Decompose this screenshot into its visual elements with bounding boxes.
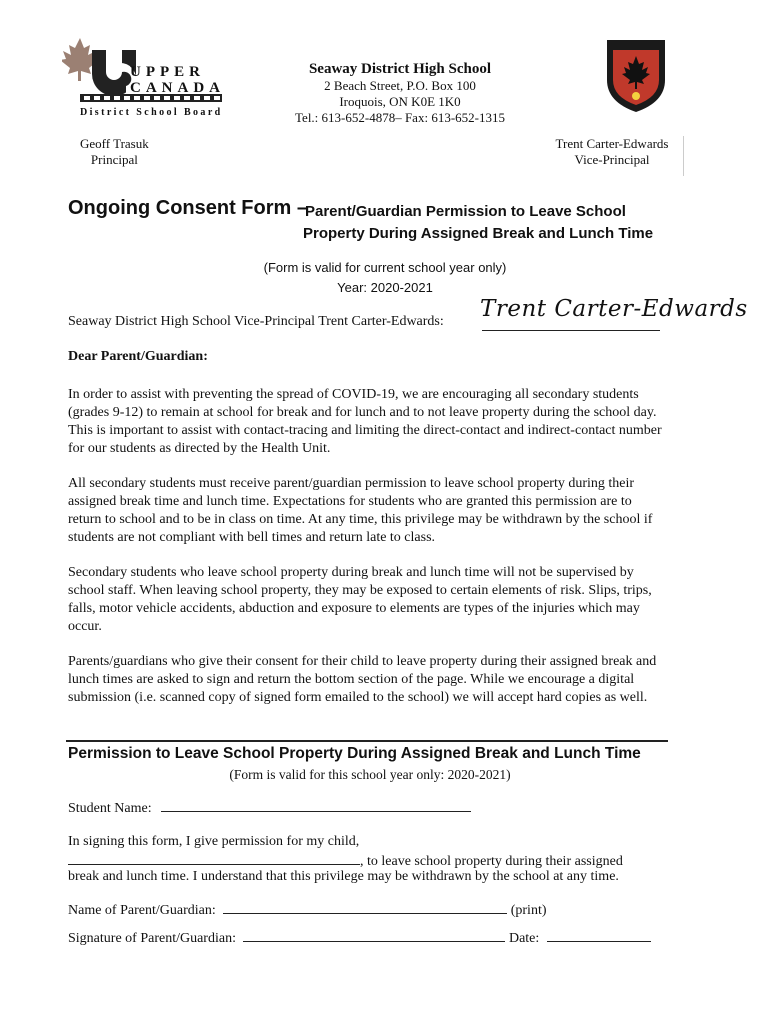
paragraph-covid: In order to assist with preventing the spread of COVID-19, we are encouraging all secondary students (grades 9-12) to remain at school for break and for lunch and to not leave property during the school day. This is important to assist with contact-tracing and limiting the direct-contact and indirect-contact number for our students as directed by the Health Unit.	[68, 387, 662, 456]
print-label: (print)	[510, 903, 547, 918]
logo-canada-text: CANADA	[130, 80, 225, 96]
parent-name-field[interactable]	[223, 900, 507, 914]
principal-block	[80, 136, 149, 168]
date-label: Date:	[508, 931, 540, 946]
form-title: Ongoing Consent Form –	[68, 197, 308, 219]
school-name: Seaway District High School	[308, 61, 492, 77]
principal-name: Geoff Trasuk	[80, 136, 149, 151]
school-crest-logo	[605, 38, 667, 114]
permission-title: Permission to Leave School Property During Assigned Break and Lunch Time	[68, 745, 641, 762]
header-divider	[683, 136, 684, 176]
address-line-2: Iroquois, ON K0E 1K0	[339, 94, 461, 109]
vp-signature-label: Seaway District High School Vice-Principal Trent Carter-Edwards:	[68, 314, 444, 329]
parent-name-label: Name of Parent/Guardian:	[68, 903, 216, 918]
parent-signature-field[interactable]	[243, 928, 505, 942]
consent-line-3: break and lunch time. I understand that this privilege may be withdrawn by the school at any time.	[68, 869, 619, 884]
crest-icon	[605, 38, 667, 114]
form-subtitle-line-1: Parent/Guardian Permission to Leave School	[305, 203, 626, 220]
paragraph-permission: All secondary students must receive parent/guardian permission to leave school property during their assigned break time and lunch time. Expectations for students who are granted this permission are to return to school and to be in class on time. At any time, this privilege may be withdrawn by the school if students are not compliant with bell times and return late to class.	[68, 476, 653, 545]
logo-board-text: District School Board	[80, 107, 223, 118]
logo-upper-text: UPPER	[130, 64, 205, 80]
student-name-field[interactable]	[161, 798, 471, 812]
parent-signature-row	[68, 928, 651, 947]
section-divider	[66, 740, 668, 742]
phone-fax: Tel.: 613-652-4878– Fax: 613-652-1315	[295, 110, 505, 125]
salutation: Dear Parent/Guardian:	[68, 349, 208, 364]
school-address-block	[260, 60, 540, 126]
paragraph-consent: Parents/guardians who give their consent for their child to leave property during their assigned break and lunch times are asked to sign and return the bottom section of the page. While we encourage a digital submission (i.e. scanned copy of signed form emailed to the school) we will accept hard copies as well.	[68, 654, 657, 705]
student-name-row	[68, 798, 471, 817]
permission-validity-note: (Form is valid for this school year only: 2020-2021)	[229, 767, 511, 782]
student-name-label: Student Name:	[68, 801, 152, 816]
school-year: Year: 2020-2021	[337, 280, 433, 295]
paragraph-supervision: Secondary students who leave school property during break and lunch time will not be supervised by school staff. When leaving school property, they may be exposed to certain elements of risk. Slips, trips, falls, motor vehicle accidents, abduction and exposure to elements are types of the injuries which may occur.	[68, 565, 652, 634]
validity-note	[200, 258, 570, 298]
vice-principal-name: Trent Carter-Edwards	[555, 136, 669, 151]
vice-principal-title: Vice-Principal	[574, 152, 650, 167]
parent-name-row	[68, 900, 547, 919]
parent-signature-label: Signature of Parent/Guardian:	[68, 931, 236, 946]
form-subtitle-line-2: Property During Assigned Break and Lunch Time	[303, 225, 654, 242]
principal-title: Principal	[90, 152, 138, 167]
vp-handwritten-signature: Trent Carter-Edwards	[480, 296, 748, 322]
consent-line-2-text: , to leave school property during their assigned	[360, 854, 623, 869]
child-name-field[interactable]	[68, 851, 360, 865]
address-line-1: 2 Beach Street, P.O. Box 100	[324, 78, 476, 93]
validity-text: (Form is valid for current school year only)	[263, 260, 507, 275]
vp-signature-line	[482, 330, 660, 331]
consent-line-1: In signing this form, I give permission for my child,	[68, 834, 360, 849]
consent-line-2	[68, 851, 623, 870]
vice-principal-block	[552, 136, 672, 168]
date-field[interactable]	[547, 928, 651, 942]
